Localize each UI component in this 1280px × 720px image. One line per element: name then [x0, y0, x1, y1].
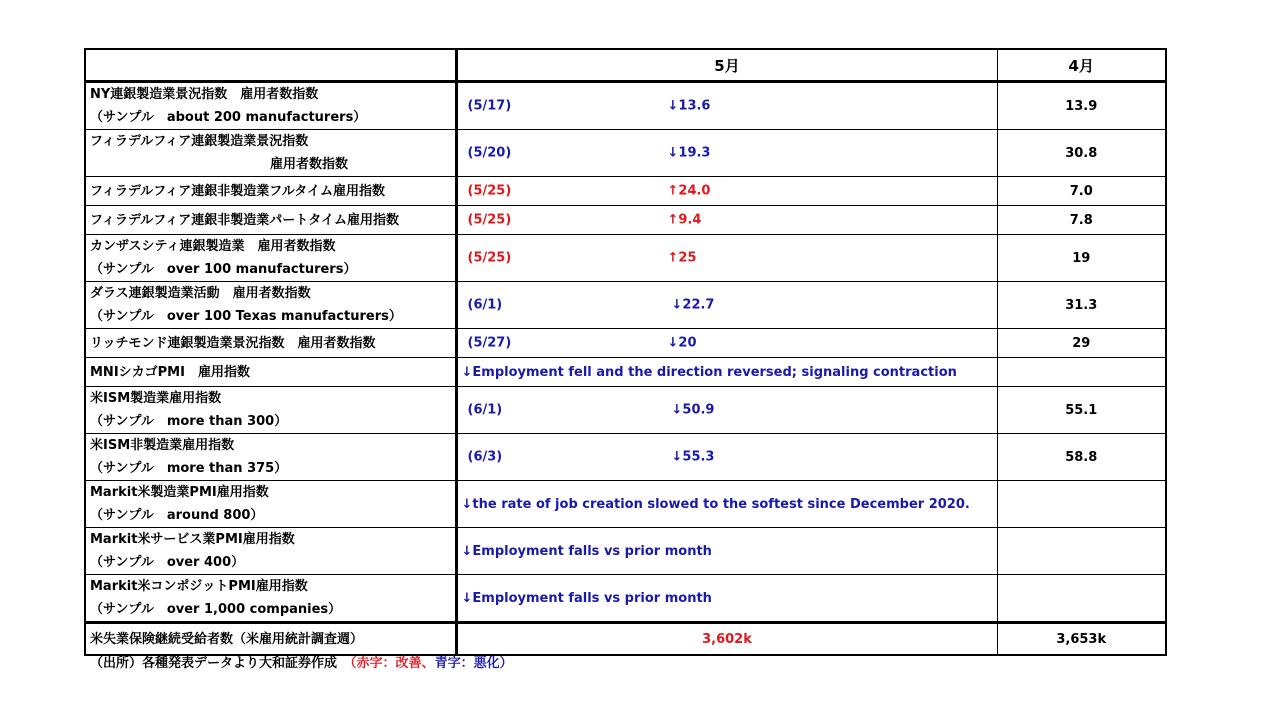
- legend-separator: 、: [421, 656, 435, 671]
- previous-value: 55.1: [997, 387, 1166, 434]
- indicator-name: フィラデルフィア連銀非製造業パートタイム雇用指数: [90, 212, 400, 228]
- legend-improve: 赤字：改善: [356, 656, 422, 671]
- table-row: [85, 130, 1166, 177]
- current-cell: [456, 575, 997, 623]
- current-cell: [456, 82, 997, 130]
- current-comment: ↓Employment falls vs prior month: [461, 543, 712, 559]
- release-date: (5/25): [467, 183, 512, 199]
- indicator-name: Markit米製造業PMI雇用指数: [90, 485, 269, 500]
- previous-value: [997, 358, 1166, 387]
- previous-value: [997, 528, 1166, 575]
- current-value: ↓50.9: [671, 402, 715, 418]
- current-cell: [456, 282, 997, 329]
- previous-value: [997, 481, 1166, 528]
- indicator-label: [85, 235, 456, 282]
- indicator-label: [85, 130, 456, 177]
- current-value: ↓22.7: [671, 297, 715, 313]
- indicator-name: 米失業保険継続受給者数（米雇用統計調査週）: [90, 631, 364, 647]
- indicator-sample: （サンプル over 400）: [90, 555, 245, 570]
- previous-value: 7.0: [997, 177, 1166, 206]
- previous-value: 30.8: [997, 130, 1166, 177]
- employment-indicators-table: [84, 48, 1167, 656]
- indicator-name: カンザスシティ連銀製造業 雇用者数指数: [90, 239, 336, 254]
- indicator-name: 米ISM製造業雇用指数: [90, 391, 222, 406]
- current-comment: ↓Employment falls vs prior month: [461, 590, 712, 606]
- table-row: [85, 481, 1166, 528]
- legend-close: ）: [499, 656, 513, 671]
- current-cell: [456, 358, 997, 387]
- current-comment: ↓Employment fell and the direction reversed; signaling contraction: [461, 364, 957, 380]
- current-value: ↓20: [667, 335, 697, 351]
- previous-value: 29: [997, 329, 1166, 358]
- current-value: 3,602k: [456, 623, 997, 656]
- header-current-month: 5月: [456, 49, 997, 82]
- current-value: ↑24.0: [667, 183, 711, 199]
- current-cell: [456, 235, 997, 282]
- indicator-label: [85, 434, 456, 481]
- current-value: ↓55.3: [671, 449, 715, 465]
- header-row: [85, 49, 1166, 82]
- current-cell: [456, 130, 997, 177]
- previous-value: 7.8: [997, 206, 1166, 235]
- release-date: (6/1): [467, 402, 503, 418]
- current-comment: ↓the rate of job creation slowed to the softest since December 2020.: [461, 496, 970, 512]
- current-value: ↓13.6: [667, 98, 711, 114]
- release-date: (6/1): [467, 297, 503, 313]
- source-footnote: [90, 652, 513, 671]
- current-value: ↑9.4: [667, 212, 702, 228]
- table-row: [85, 282, 1166, 329]
- indicator-label: [85, 282, 456, 329]
- table-row: [85, 235, 1166, 282]
- indicator-label: [85, 206, 456, 235]
- previous-value: [997, 575, 1166, 623]
- current-cell: [456, 387, 997, 434]
- indicator-sample: （サンプル about 200 manufacturers）: [90, 110, 367, 125]
- release-date: (5/17): [467, 98, 512, 114]
- indicator-sample: （サンプル more than 300）: [90, 414, 288, 429]
- indicator-label: [85, 387, 456, 434]
- current-cell: [456, 481, 997, 528]
- indicator-sample: （サンプル over 100 Texas manufacturers）: [90, 309, 402, 324]
- table-row: [85, 358, 1166, 387]
- indicator-label: [85, 329, 456, 358]
- indicator-label: [85, 623, 456, 656]
- current-cell: [456, 528, 997, 575]
- table-row: [85, 206, 1166, 235]
- indicator-name: 米ISM非製造業雇用指数: [90, 438, 235, 453]
- current-value: ↓19.3: [667, 145, 711, 161]
- current-value: ↑25: [667, 250, 697, 266]
- indicator-name: リッチモンド連銀製造業景況指数 雇用者数指数: [90, 335, 376, 351]
- previous-value: 58.8: [997, 434, 1166, 481]
- current-cell: [456, 206, 997, 235]
- indicator-label: [85, 358, 456, 387]
- table-row: [85, 177, 1166, 206]
- release-date: (5/25): [467, 212, 512, 228]
- current-cell: [456, 434, 997, 481]
- indicator-sample: （サンプル around 800）: [90, 508, 264, 523]
- table-row: [85, 329, 1166, 358]
- source-text: （出所）各種発表データより大和証券作成: [90, 656, 351, 671]
- indicator-sample: （サンプル over 100 manufacturers）: [90, 262, 357, 277]
- table-row: [85, 82, 1166, 130]
- current-cell: [456, 177, 997, 206]
- header-previous-month: 4月: [997, 49, 1166, 82]
- release-date: (5/25): [467, 250, 512, 266]
- indicator-subname: 雇用者数指数: [270, 157, 349, 172]
- indicator-sample: （サンプル over 1,000 companies）: [90, 602, 342, 617]
- indicator-name: ダラス連銀製造業活動 雇用者数指数: [90, 286, 311, 301]
- indicator-label: [85, 575, 456, 623]
- indicator-name: Markit米サービス業PMI雇用指数: [90, 532, 295, 547]
- table-row: [85, 434, 1166, 481]
- indicator-label: [85, 481, 456, 528]
- previous-value: 13.9: [997, 82, 1166, 130]
- indicator-name: フィラデルフィア連銀製造業景況指数: [90, 134, 309, 149]
- release-date: (5/27): [467, 335, 512, 351]
- indicator-name: フィラデルフィア連銀非製造業フルタイム雇用指数: [90, 183, 385, 199]
- legend-worsen: 青字：悪化: [434, 656, 500, 671]
- indicator-name: Markit米コンポジットPMI雇用指数: [90, 579, 308, 594]
- legend-open: （: [350, 656, 357, 671]
- indicator-label: [85, 82, 456, 130]
- indicator-label: [85, 177, 456, 206]
- previous-value: 3,653k: [997, 623, 1166, 656]
- release-date: (5/20): [467, 145, 512, 161]
- previous-value: 19: [997, 235, 1166, 282]
- header-blank-cell: [85, 49, 456, 82]
- indicator-sample: （サンプル more than 375）: [90, 461, 288, 476]
- table-row: [85, 575, 1166, 623]
- table-row: [85, 528, 1166, 575]
- indicator-name: MNIシカゴPMI 雇用指数: [90, 364, 250, 380]
- previous-value: 31.3: [997, 282, 1166, 329]
- current-cell: [456, 329, 997, 358]
- table-row: [85, 387, 1166, 434]
- indicator-label: [85, 528, 456, 575]
- table-row: [85, 623, 1166, 656]
- indicator-name: NY連銀製造業景況指数 雇用者数指数: [90, 87, 319, 102]
- release-date: (6/3): [467, 449, 503, 465]
